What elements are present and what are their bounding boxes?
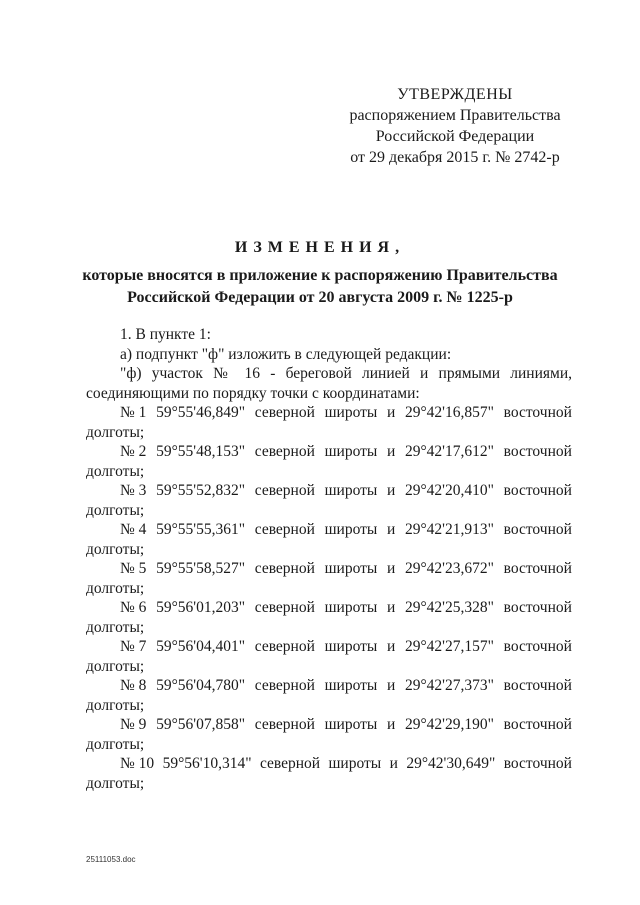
longitude-value: 29°42'17,612": [404, 443, 494, 460]
file-name-footer: 25111053.doc: [86, 855, 136, 864]
document-subtitle: [60, 265, 580, 309]
latitude-value: 59°55'48,153": [156, 443, 246, 460]
point-number: № 6: [120, 599, 147, 616]
longitude-value: 29°42'21,913": [404, 521, 494, 538]
and-word: и: [387, 638, 396, 655]
coordinate-item: [86, 403, 572, 442]
latitude-word: широты: [324, 677, 378, 694]
longitude-value: 29°42'25,328": [404, 599, 494, 616]
paragraph-subpoint-a: а) подпункт "ф" изложить в следующей редакции:: [120, 345, 452, 363]
coordinate-row: [86, 481, 572, 501]
latitude-value: 59°56'07,858": [156, 716, 246, 733]
latitude-value: 59°55'52,832": [156, 482, 246, 499]
east-label: восточной: [503, 755, 572, 772]
and-word: и: [387, 716, 396, 733]
point-number: № 3: [120, 482, 147, 499]
east-label: восточной: [503, 482, 572, 499]
north-label: северной: [254, 677, 315, 694]
subtitle-line-1: которые вносятся в приложение к распоряжению Правительства: [82, 267, 558, 284]
point-number: № 5: [120, 560, 147, 577]
north-label: северной: [259, 755, 321, 772]
coordinate-row: [86, 637, 572, 657]
and-word: и: [387, 482, 396, 499]
and-word: и: [389, 755, 398, 772]
and-word: и: [387, 677, 396, 694]
longitude-continuation: долготы;: [86, 423, 145, 441]
coordinate-item: [86, 715, 572, 754]
longitude-continuation: долготы;: [86, 540, 145, 558]
latitude-word: широты: [324, 482, 378, 499]
coordinate-item: [86, 559, 572, 598]
latitude-word: широты: [328, 755, 382, 772]
longitude-continuation: долготы;: [86, 618, 145, 636]
east-label: восточной: [503, 638, 572, 655]
and-word: и: [387, 599, 396, 616]
latitude-word: широты: [324, 716, 378, 733]
and-word: и: [387, 404, 396, 421]
east-label: восточной: [503, 599, 572, 616]
longitude-continuation: долготы;: [86, 579, 145, 597]
coordinate-item: [86, 637, 572, 676]
approval-heading: УТВЕРЖДЕНЫ: [397, 86, 513, 103]
and-word: и: [387, 560, 396, 577]
latitude-word: широты: [324, 521, 378, 538]
latitude-word: широты: [324, 560, 378, 577]
north-label: северной: [254, 404, 315, 421]
paragraph-plot-16: "ф) участок № 16 - береговой линией и прямыми линиями, соединяющими по порядку точки с координатами:: [86, 365, 572, 402]
paragraph-point-1: 1. В пункте 1:: [120, 326, 211, 343]
coordinate-row: [86, 520, 572, 540]
longitude-value: 29°42'27,157": [404, 638, 494, 655]
point-number: № 9: [120, 716, 147, 733]
approval-date-number: от 29 декабря 2015 г. № 2742-р: [350, 149, 560, 166]
document-title: ИЗМЕНЕНИЯ,: [234, 239, 406, 256]
point-number: № 10: [120, 755, 155, 772]
latitude-value: 59°55'58,527": [156, 560, 246, 577]
coordinate-row: [86, 715, 572, 735]
longitude-value: 29°42'23,672": [404, 560, 494, 577]
document-body: [86, 325, 572, 793]
north-label: северной: [254, 482, 315, 499]
point-number: № 2: [120, 443, 147, 460]
coordinate-item: [86, 481, 572, 520]
north-label: северной: [254, 638, 315, 655]
latitude-value: 59°56'04,780": [156, 677, 246, 694]
latitude-word: широты: [324, 599, 378, 616]
longitude-continuation: долготы;: [86, 657, 145, 675]
coordinate-row: [86, 559, 572, 579]
longitude-value: 29°42'16,857": [404, 404, 494, 421]
east-label: восточной: [503, 521, 572, 538]
north-label: северной: [254, 716, 315, 733]
longitude-value: 29°42'29,190": [404, 716, 494, 733]
east-label: восточной: [503, 404, 572, 421]
east-label: восточной: [503, 716, 572, 733]
approval-block: [340, 84, 570, 168]
latitude-word: широты: [324, 638, 378, 655]
longitude-continuation: долготы;: [86, 774, 145, 792]
point-number: № 1: [120, 404, 147, 421]
subtitle-line-2: Российской Федерации от 20 августа 2009 г. № 1225-р: [127, 289, 513, 306]
coordinate-item: [86, 442, 572, 481]
latitude-word: широты: [324, 404, 378, 421]
latitude-value: 59°56'04,401": [156, 638, 246, 655]
coordinate-row: [86, 754, 572, 774]
longitude-continuation: долготы;: [86, 735, 145, 753]
coordinate-row: [86, 598, 572, 618]
coordinate-row: [86, 676, 572, 696]
longitude-continuation: долготы;: [86, 696, 145, 714]
point-number: № 7: [120, 638, 147, 655]
east-label: восточной: [503, 443, 572, 460]
coordinate-item: [86, 598, 572, 637]
point-number: № 4: [120, 521, 147, 538]
latitude-word: широты: [324, 443, 378, 460]
and-word: и: [387, 443, 396, 460]
longitude-continuation: долготы;: [86, 462, 145, 480]
longitude-value: 29°42'27,373": [404, 677, 494, 694]
latitude-value: 59°55'46,849": [156, 404, 246, 421]
approval-line-2: распоряжением Правительства: [349, 107, 561, 124]
coordinate-row: [86, 403, 572, 423]
coordinate-item: [86, 676, 572, 715]
and-word: и: [387, 521, 396, 538]
north-label: северной: [254, 443, 315, 460]
coordinate-item: [86, 754, 572, 793]
latitude-value: 59°55'55,361": [156, 521, 246, 538]
east-label: восточной: [503, 677, 572, 694]
north-label: северной: [254, 560, 315, 577]
north-label: северной: [254, 521, 315, 538]
point-number: № 8: [120, 677, 147, 694]
longitude-value: 29°42'20,410": [404, 482, 494, 499]
latitude-value: 59°56'10,314": [162, 755, 252, 772]
east-label: восточной: [503, 560, 572, 577]
coordinate-list: [86, 403, 572, 793]
longitude-continuation: долготы;: [86, 501, 145, 519]
longitude-value: 29°42'30,649": [406, 755, 496, 772]
north-label: северной: [254, 599, 315, 616]
approval-line-3: Российской Федерации: [375, 128, 535, 145]
latitude-value: 59°56'01,203": [156, 599, 246, 616]
coordinate-row: [86, 442, 572, 462]
coordinate-item: [86, 520, 572, 559]
